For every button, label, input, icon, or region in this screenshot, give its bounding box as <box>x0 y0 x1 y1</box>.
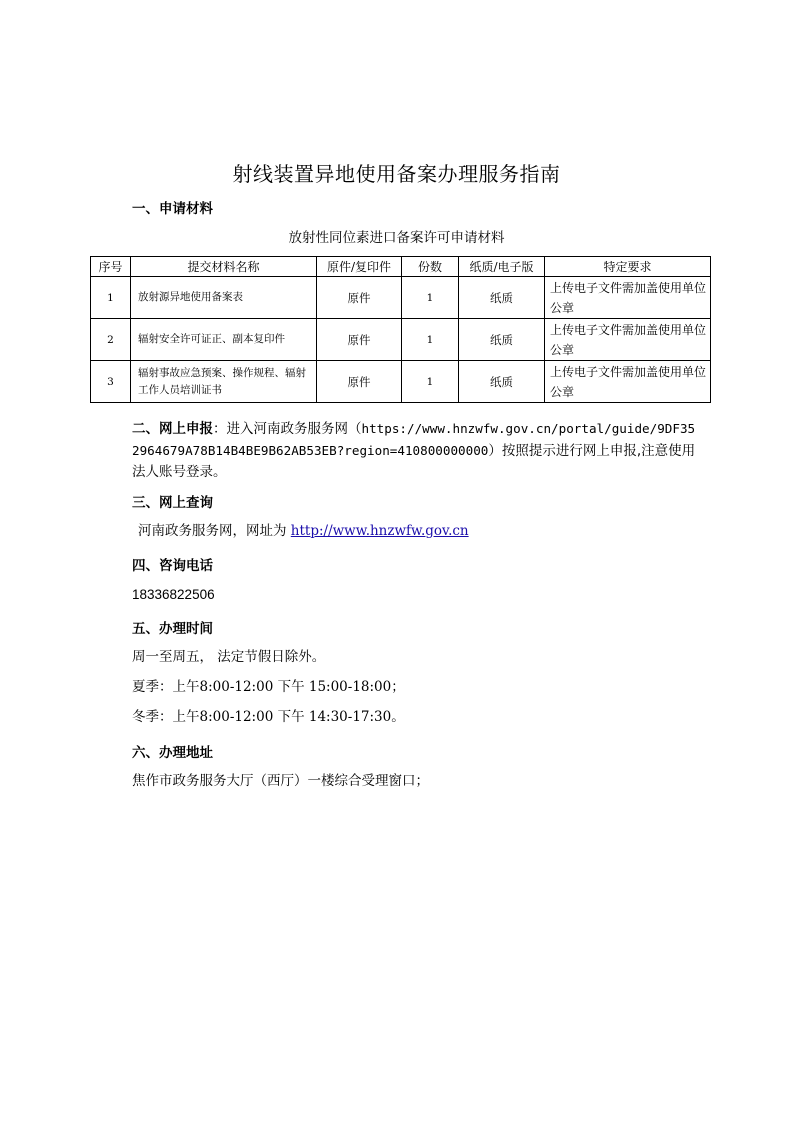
office-address: 焦作市政务服务大厅（西厅）一楼综合受理窗口； <box>132 773 429 789</box>
online-application-text-a: ：进入河南政务服务网（ <box>213 421 362 437</box>
section-heading-address: 六、办理地址 <box>132 745 213 761</box>
material-name: 辐射安全许可证正、副本复印件 <box>131 319 317 361</box>
document-title: 射线装置异地使用备案办理服务指南 <box>232 162 561 186</box>
row-number: 1 <box>91 277 131 319</box>
portal-link[interactable]: http://www.hnzwfw.gov.cn <box>290 523 469 539</box>
column-header: 提交材料名称 <box>131 257 317 277</box>
copies-count: 1 <box>402 361 459 403</box>
column-header: 份数 <box>402 257 459 277</box>
online-query-text: 河南政务服务网，网址为 <box>138 523 287 539</box>
original-or-copy: 原件 <box>317 277 402 319</box>
column-header: 原件/复印件 <box>317 257 402 277</box>
paper-or-electronic: 纸质 <box>459 319 545 361</box>
table-caption: 放射性同位素进口备案许可申请材料 <box>288 230 505 246</box>
column-header: 特定要求 <box>545 257 711 277</box>
section-heading-hours: 五、办理时间 <box>132 621 213 637</box>
paper-or-electronic: 纸质 <box>459 361 545 403</box>
phone-number: 18336822506 <box>132 587 215 602</box>
row-number: 3 <box>91 361 131 403</box>
online-query-line <box>138 521 469 542</box>
special-requirement: 上传电子文件需加盖使用单位公章 <box>545 361 711 403</box>
copies-count: 1 <box>402 277 459 319</box>
material-name: 辐射事故应急预案、操作规程、辐射工作人员培训证书 <box>131 361 317 403</box>
online-application-url[interactable]: https://www.hnzwfw.gov.cn/portal/guide/9DF352964679A78B14B4BE9B62AB53EB?region=410800000000 <box>132 421 696 458</box>
original-or-copy: 原件 <box>317 319 402 361</box>
section-heading-phone: 四、咨询电话 <box>132 558 213 574</box>
section-heading-online-application: 二、网上申报 <box>132 421 213 437</box>
material-name: 放射源异地使用备案表 <box>131 277 317 319</box>
row-number: 2 <box>91 319 131 361</box>
section-heading-online-query: 三、网上查询 <box>132 495 213 511</box>
table-header-row <box>91 257 711 277</box>
copies-count: 1 <box>402 319 459 361</box>
table-row <box>91 319 711 361</box>
special-requirement: 上传电子文件需加盖使用单位公章 <box>545 277 711 319</box>
original-or-copy: 原件 <box>317 361 402 403</box>
hours-line-weekdays: 周一至周五， 法定节假日除外。 <box>132 649 326 665</box>
online-application-paragraph <box>132 418 702 483</box>
table-row <box>91 361 711 403</box>
special-requirement: 上传电子文件需加盖使用单位公章 <box>545 319 711 361</box>
hours-line-summer: 夏季：上午8:00-12:00 下午 15:00-18:00； <box>132 679 405 695</box>
online-application-text-b: ）按照提示进行网上申报,注意使用法人账号登录。 <box>132 443 696 480</box>
column-header: 纸质/电子版 <box>459 257 545 277</box>
hours-line-winter: 冬季：上午8:00-12:00 下午 14:30-17:30。 <box>132 709 405 725</box>
column-header: 序号 <box>91 257 131 277</box>
table-row <box>91 277 711 319</box>
materials-table <box>90 256 711 403</box>
section-heading-materials: 一、申请材料 <box>132 201 213 217</box>
paper-or-electronic: 纸质 <box>459 277 545 319</box>
